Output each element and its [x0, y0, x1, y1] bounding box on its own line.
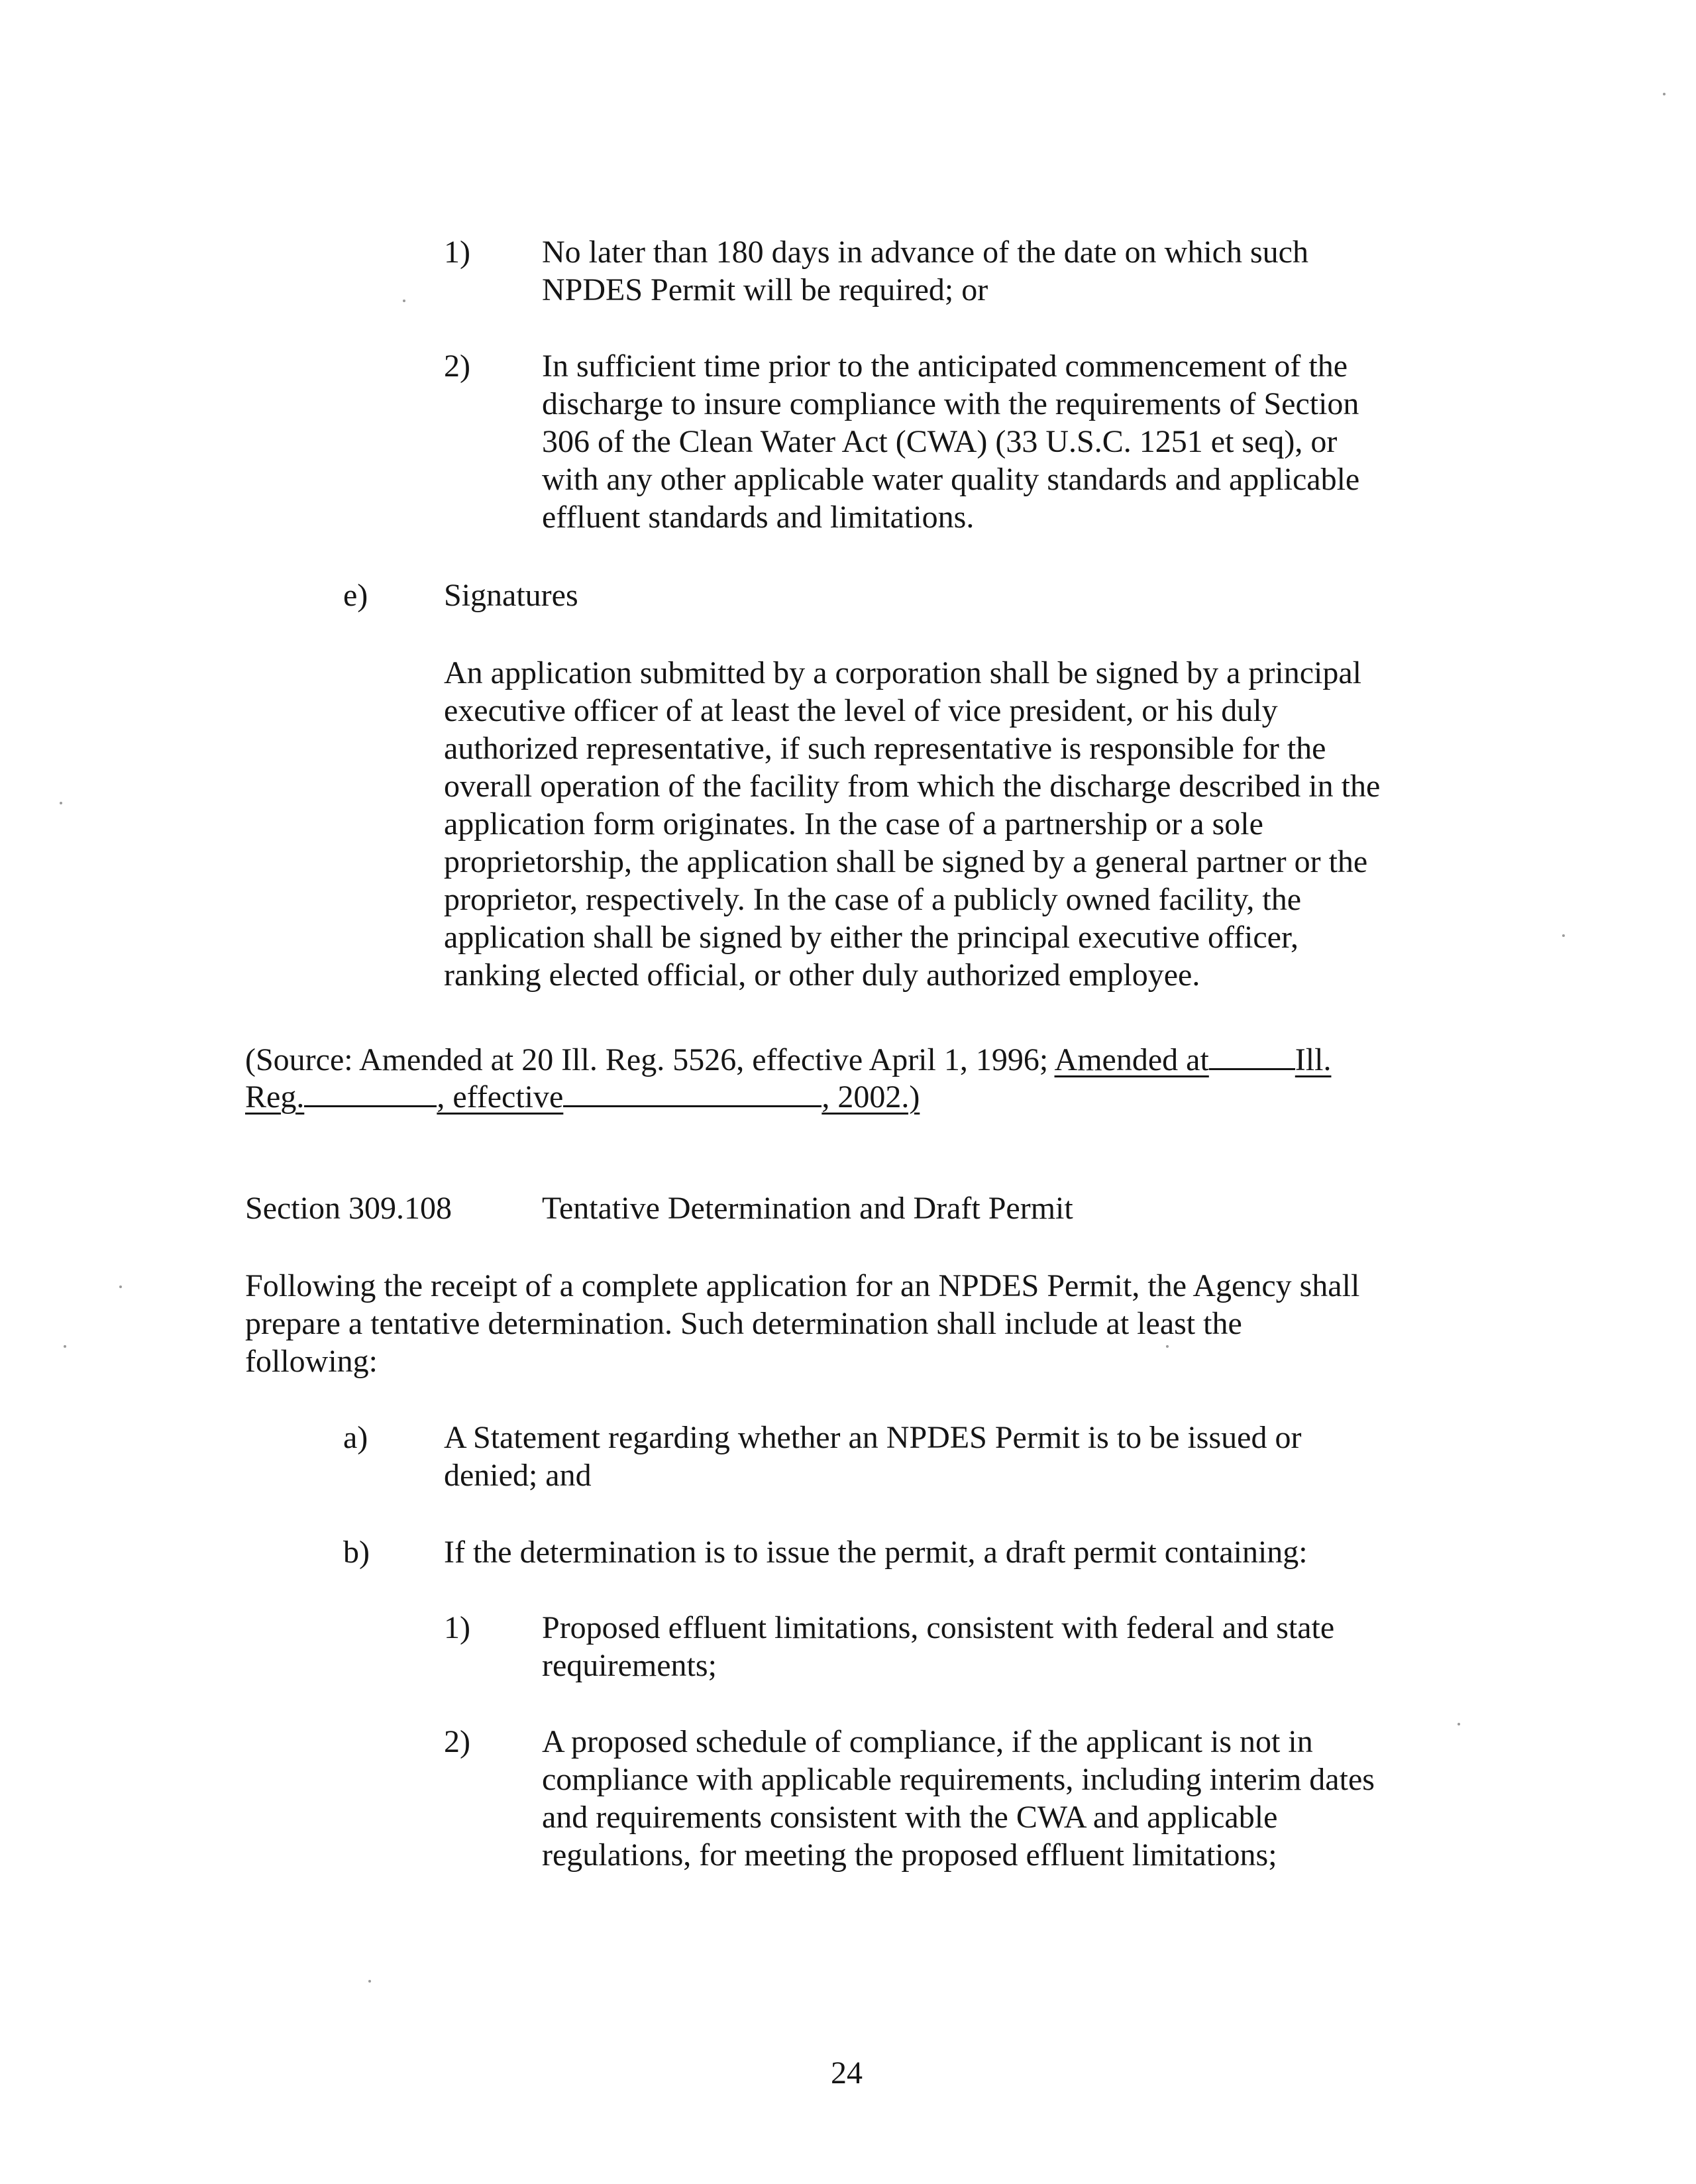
text-line: ranking elected official, or other duly authorized employee. [444, 957, 1200, 993]
text-line: In sufficient time prior to the anticipated commencement of the [542, 349, 1348, 384]
blank-line [1209, 1038, 1295, 1070]
text-line: 306 of the Clean Water Act (CWA) (33 U.S.C. 1251 et seq), or [542, 424, 1338, 459]
scan-speck [64, 1345, 66, 1348]
item-b-text [444, 1533, 1308, 1571]
source-note-plain: (Source: Amended at 20 Ill. Reg. 5526, effective April 1, 1996; [245, 1042, 1055, 1077]
scan-speck [1562, 934, 1565, 937]
sub-item-2-text [542, 1723, 1375, 1874]
item-b-marker: b) [343, 1535, 370, 1570]
section-title: Tentative Determination and Draft Permit [542, 1191, 1073, 1226]
text-line: and requirements consistent with the CWA and applicable [542, 1800, 1278, 1835]
blank-line [304, 1075, 437, 1107]
text-line: following: [245, 1344, 378, 1379]
source-note-year: , 2002.) [822, 1079, 920, 1115]
scan-speck [1458, 1723, 1460, 1725]
scan-speck [368, 1980, 371, 1983]
text-line: overall operation of the facility from which the discharge described in the [444, 769, 1381, 804]
sub-item-2-marker: 2) [444, 1724, 470, 1759]
text-line: denied; and [444, 1458, 592, 1493]
page-number: 24 [831, 2055, 863, 2091]
scan-speck [1663, 93, 1666, 95]
section-intro [245, 1267, 1359, 1380]
text-line: authorized representative, if such representative is responsible for the [444, 731, 1326, 766]
text-line: proprietorship, the application shall be signed by a general partner or the [444, 844, 1368, 879]
text-line: application shall be signed by either the principal executive officer, [444, 920, 1299, 955]
text-line: discharge to insure compliance with the requirements of Section [542, 386, 1359, 421]
text-line: application form originates. In the case of a partnership or a sole [444, 806, 1263, 842]
source-note-amended: Amended at [1054, 1042, 1209, 1077]
text-line: A proposed schedule of compliance, if the applicant is not in [542, 1724, 1313, 1759]
text-line: Following the receipt of a complete application for an NPDES Permit, the Agency shall [245, 1268, 1360, 1303]
list-marker-1: 1) [444, 235, 470, 270]
text-line: proprietor, respectively. In the case of a publicly owned facility, the [444, 882, 1302, 917]
signatures-heading: Signatures [444, 578, 578, 613]
scan-speck [119, 1285, 122, 1288]
item-a-marker: a) [343, 1420, 368, 1455]
text-line: If the determination is to issue the permit, a draft permit containing: [444, 1535, 1308, 1570]
source-note-reg: Reg. [245, 1079, 305, 1115]
text-line: compliance with applicable requirements, including interim dates [542, 1762, 1375, 1797]
list-item-1-text [542, 233, 1308, 309]
scan-speck [403, 300, 405, 302]
scan-speck [60, 802, 62, 804]
text-line: executive officer of at least the level of vice president, or his duly [444, 693, 1278, 728]
text-line: regulations, for meeting the proposed effluent limitations; [542, 1837, 1277, 1873]
source-note-effective: , effective [437, 1079, 564, 1115]
source-note-ill: Ill. [1295, 1042, 1332, 1077]
list-marker-2: 2) [444, 349, 470, 384]
text-line: prepare a tentative determination. Such determination shall include at least the [245, 1306, 1242, 1341]
list-item-2-text [542, 347, 1359, 536]
blank-line [563, 1075, 822, 1107]
text-line: requirements; [542, 1648, 717, 1683]
signatures-marker: e) [343, 578, 368, 613]
text-line: NPDES Permit will be required; or [542, 272, 988, 307]
text-line: Proposed effluent limitations, consistent with federal and state [542, 1610, 1335, 1645]
source-note-line-1 [245, 1038, 1331, 1079]
source-note-line-2 [245, 1075, 920, 1116]
text-line: An application submitted by a corporation shall be signed by a principal [444, 655, 1361, 690]
scan-speck [1166, 1345, 1169, 1348]
text-line: effluent standards and limitations. [542, 500, 975, 535]
sub-item-1-text [542, 1609, 1334, 1684]
item-a-text [444, 1419, 1301, 1494]
sub-item-1-marker: 1) [444, 1610, 470, 1645]
text-line: No later than 180 days in advance of the date on which such [542, 235, 1308, 270]
signatures-paragraph [444, 654, 1380, 994]
section-number: Section 309.108 [245, 1191, 452, 1226]
text-line: with any other applicable water quality standards and applicable [542, 462, 1360, 497]
text-line: A Statement regarding whether an NPDES Permit is to be issued or [444, 1420, 1302, 1455]
